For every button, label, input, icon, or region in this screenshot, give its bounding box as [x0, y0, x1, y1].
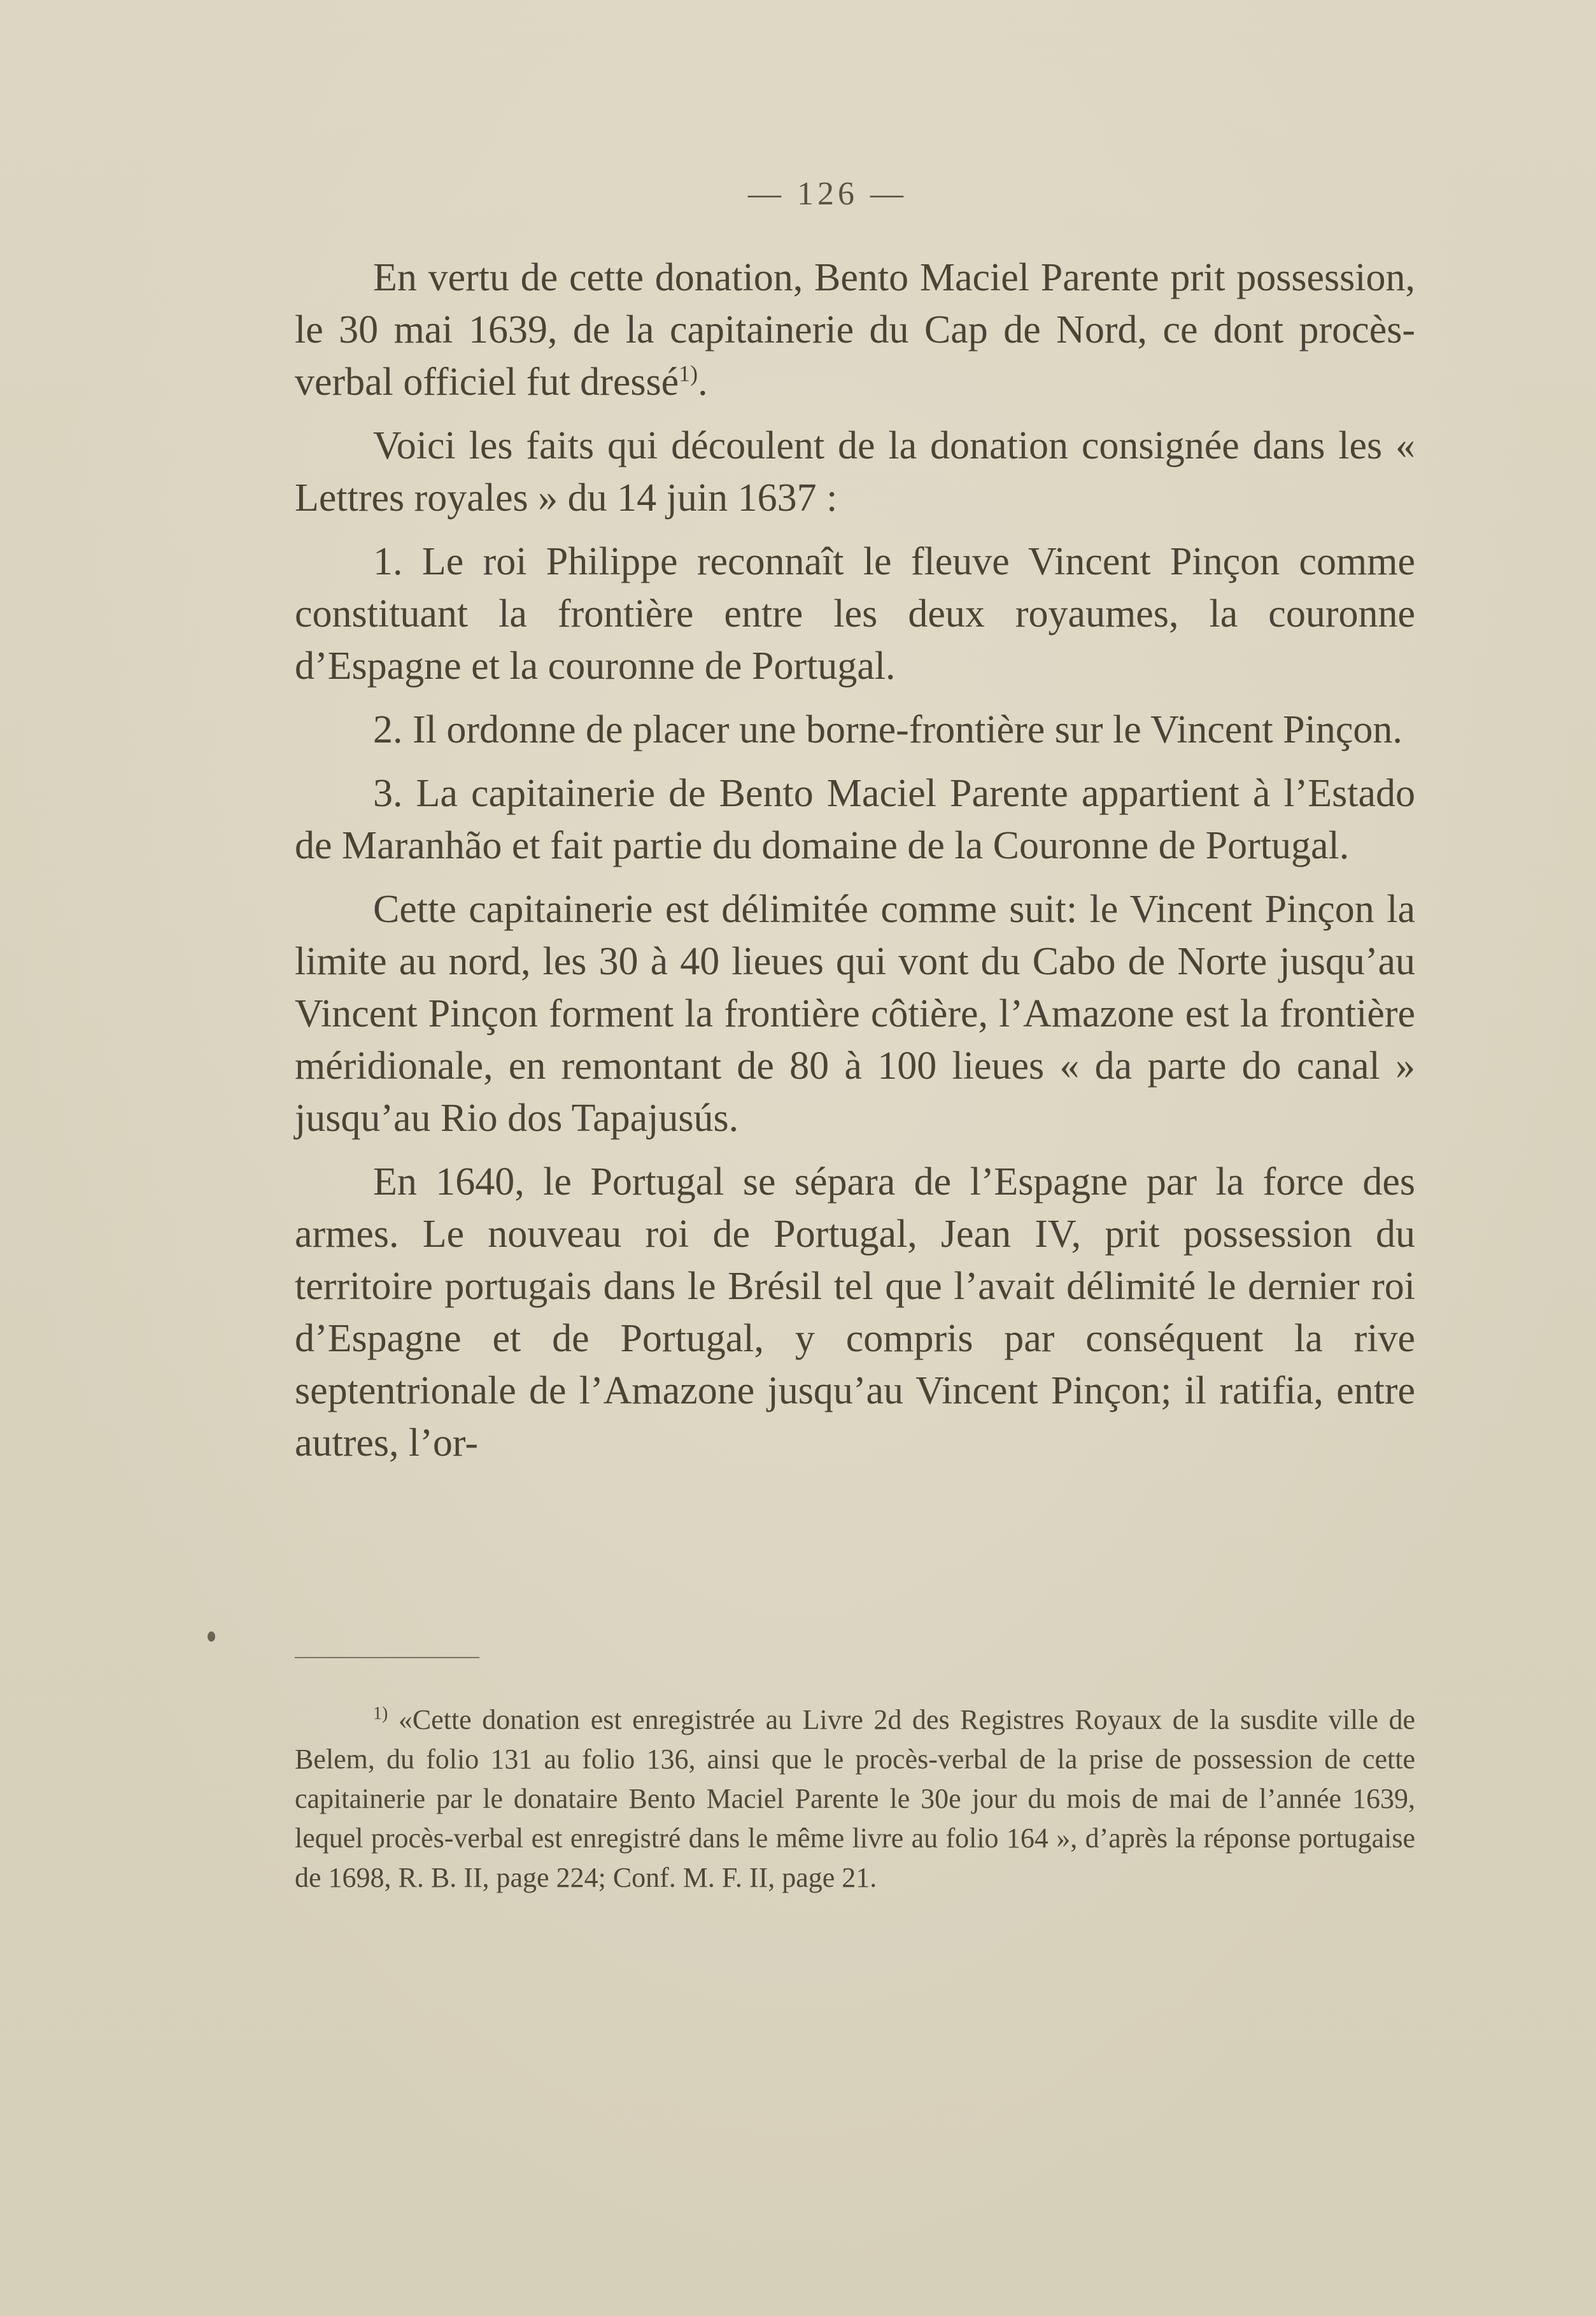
footnote-reference: 1) [679, 360, 698, 387]
print-speck [208, 1631, 215, 1642]
paragraph-7: En 1640, le Portugal se sépara de l’Espagne par la force des armes. Le nouveau roi de Portugal, Jean IV, prit possession du territoire portugais dans le Brésil tel que l’avait délimité le dernier roi d’Espagne et de Portugal, y compris par conséquent la rive septentrionale de l’Amazone jusqu’au Vincent Pinçon; il ratifia, entre autres, l’or- [295, 1160, 1415, 1465]
paragraph-5: 3. La capitainerie de Bento Maciel Parente appartient à l’Estado de Maranhão et fait partie du domaine de la Couronne de Portugal. [295, 772, 1415, 867]
paragraph-1: En vertu de cette donation, Bento Maciel Parente prit possession, le 30 mai 1639, de la capitainerie du Cap de Nord, ce dont procès-verbal officiel fut dressé$^{1)}$. [295, 256, 1415, 404]
paragraph-6: Cette capitainerie est délimitée comme suit: le Vincent Pinçon la limite au nord, les 30 à 40 lieues qui vont du Cabo de Norte jusqu’au Vincent Pinçon forment la frontière côtière, l’Amazone est la frontière méridionale, en remontant de 80 à 100 lieues « da parte do canal » jusqu’au Rio dos Tapajusús. [295, 888, 1415, 1140]
paragraph-1-text: En vertu de cette donation, Bento Maciel Parente prit possession, le 30 mai 1639, de la capitainerie du Cap de Nord, ce dont procès-verbal officiel fut dressé [295, 256, 1415, 404]
main-text [295, 252, 1415, 1481]
paragraph-3: 1. Le roi Philippe reconnaît le fleuve Vincent Pinçon comme constituant la frontière entre les deux royaumes, la couronne d’Espagne et la couronne de Portugal. [295, 540, 1415, 688]
footnote-marker: 1) [373, 1703, 388, 1724]
footnote [295, 1700, 1415, 1898]
page-number: — 126 — [748, 176, 907, 212]
footnote-text: «Cette donation est enregistrée au Livre 2d des Registres Royaux de la susdite ville de Belem, du folio 131 au folio 136, ainsi que le procès-verbal de la prise de possession de cette capitainerie par le donataire Bento Maciel Parente le 30e jour du mois de mai de l’année 1639, lequel procès-verbal est enregistré dans le même livre au folio 164 », d’après la réponse portugaise de 1698, R. B. II, page 224; Conf. M. F. II, page 21. [295, 1704, 1416, 1893]
footnote-divider [295, 1657, 479, 1658]
paragraph-2: Voici les faits qui découlent de la donation consignée dans les « Lettres royales » du 14 juin 1637 : [295, 424, 1415, 520]
paragraph-4: 2. Il ordonne de placer une borne-frontière sur le Vincent Pinçon. [373, 708, 1402, 751]
